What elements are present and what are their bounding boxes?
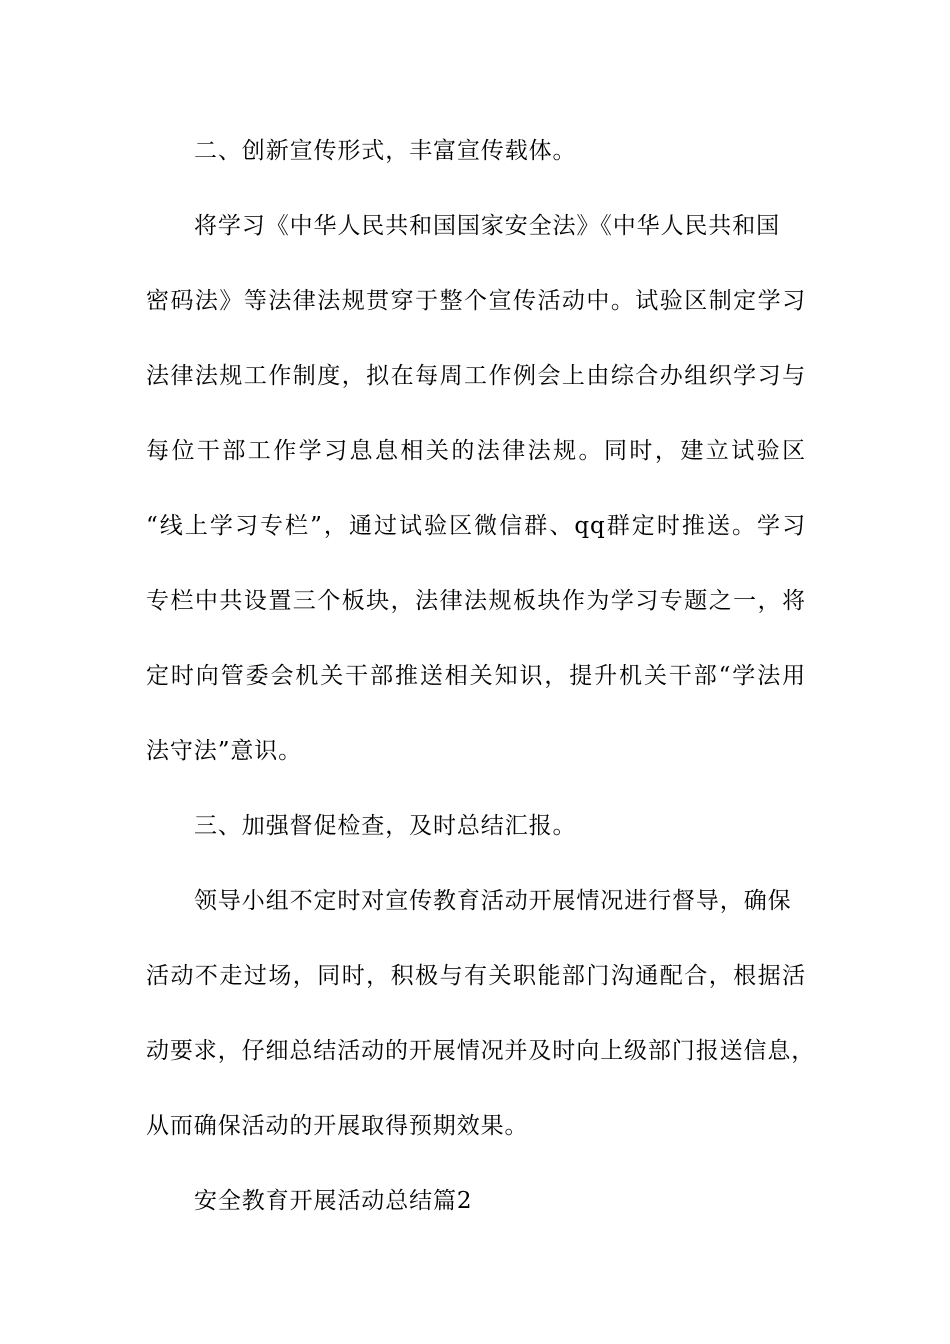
paragraph-line: 法律法规工作制度，拟在每周工作例会上由综合办组织学习与 xyxy=(146,363,806,389)
paragraph-line: 动要求，仔细总结活动的开展情况并及时向上级部门报送信息， xyxy=(146,1038,816,1064)
paragraph-line: “线上学习专栏”，通过试验区微信群、qq群定时推送。学习 xyxy=(146,513,806,539)
paragraph-line: 密码法》等法律法规贯穿于整个宣传活动中。试验区制定学习 xyxy=(146,288,806,314)
paragraph-line: 定时向管委会机关干部推送相关知识，提升机关干部“学法用 xyxy=(146,663,806,689)
paragraph-line: 每位干部工作学习息息相关的法律法规。同时，建立试验区 xyxy=(146,438,806,464)
paragraph-line: 将学习《中华人民共和国国家安全法》《中华人民共和国 xyxy=(194,213,780,239)
section-heading-3: 三、加强督促检查，及时总结汇报。 xyxy=(194,813,577,839)
paragraph-line: 从而确保活动的开展取得预期效果。 xyxy=(146,1113,529,1139)
paragraph-line: 法守法”意识。 xyxy=(146,738,303,764)
article-title: 安全教育开展活动总结篇2 xyxy=(194,1188,473,1214)
paragraph-line: 活动不走过场，同时，积极与有关职能部门沟通配合，根据活 xyxy=(146,963,806,989)
section-heading-2: 二、创新宣传形式，丰富宣传载体。 xyxy=(194,138,577,164)
paragraph-line: 领导小组不定时对宣传教育活动开展情况进行督导，确保 xyxy=(194,888,792,914)
paragraph-line: 专栏中共设置三个板块，法律法规板块作为学习专题之一，将 xyxy=(146,588,806,614)
